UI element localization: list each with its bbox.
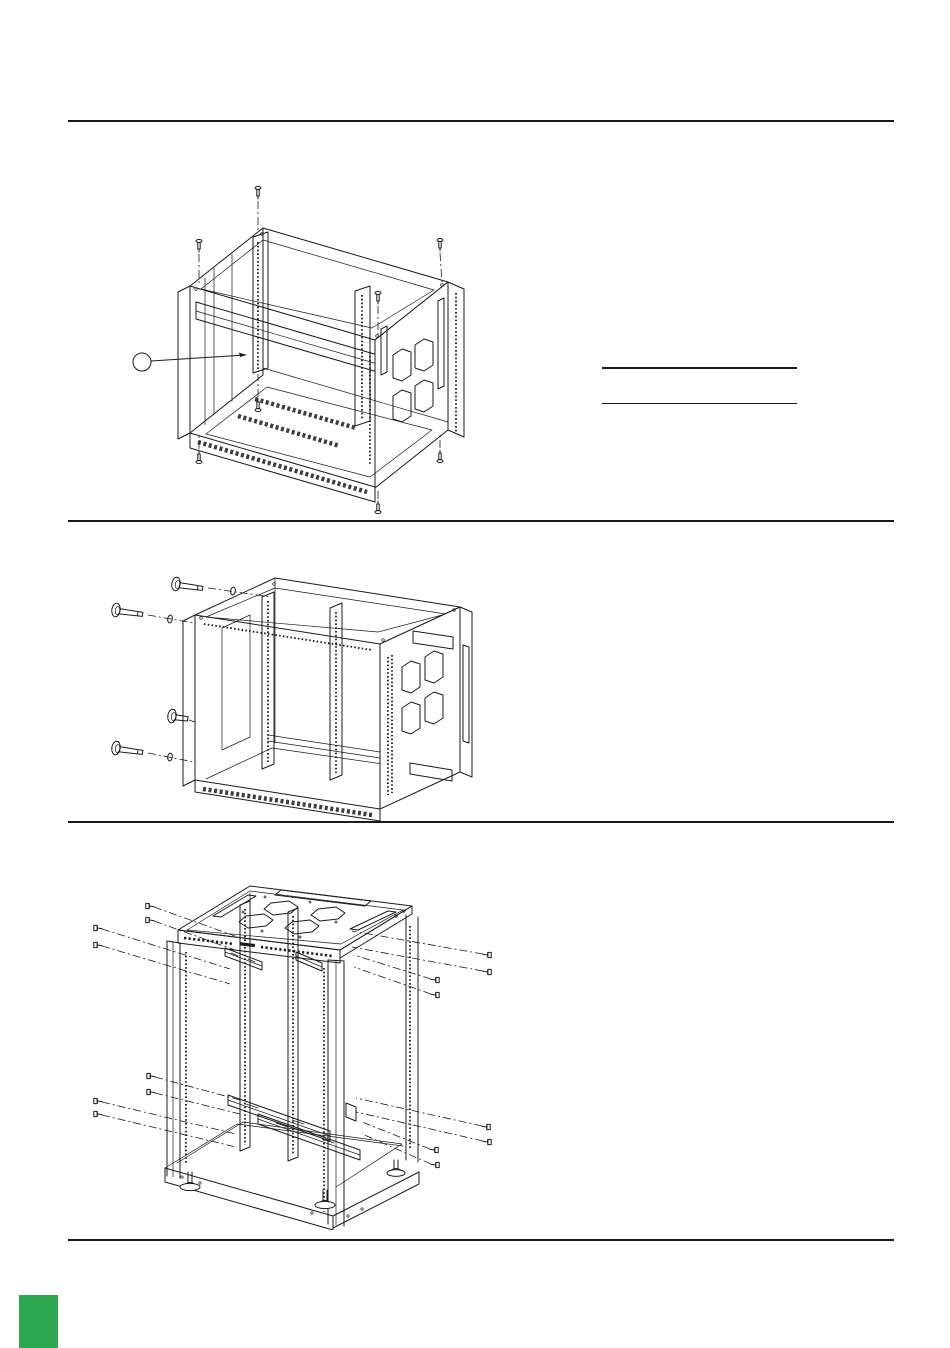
step-1-drawing (125, 175, 480, 520)
hex-fan-cutouts (239, 901, 345, 934)
bolt (171, 577, 204, 595)
bolt (111, 603, 144, 621)
page-rule-top (68, 120, 894, 122)
callout-arrowhead (239, 353, 247, 357)
brand-mark (240, 942, 255, 947)
page-rule-second (68, 520, 894, 522)
step-2-drawing (85, 555, 495, 825)
step-3-drawing (85, 870, 505, 1230)
figure-step-2 (85, 555, 495, 825)
note-line-2 (602, 403, 797, 404)
side-bolts-2 (111, 577, 271, 762)
note-line-1 (602, 367, 797, 369)
callout-circle (133, 353, 151, 371)
cabinet-frame-1 (178, 228, 464, 502)
bolt (167, 709, 189, 725)
screws-top-1 (196, 187, 443, 338)
figure-step-1 (125, 175, 480, 520)
rack-frame-3 (165, 886, 419, 1230)
cabinet-frame-2 (183, 578, 472, 821)
page-rule-bottom (68, 1239, 894, 1241)
levelling-feet (180, 1160, 405, 1209)
footer-accent-square (19, 1295, 58, 1348)
bolt (111, 741, 144, 759)
figure-step-3 (85, 870, 505, 1230)
